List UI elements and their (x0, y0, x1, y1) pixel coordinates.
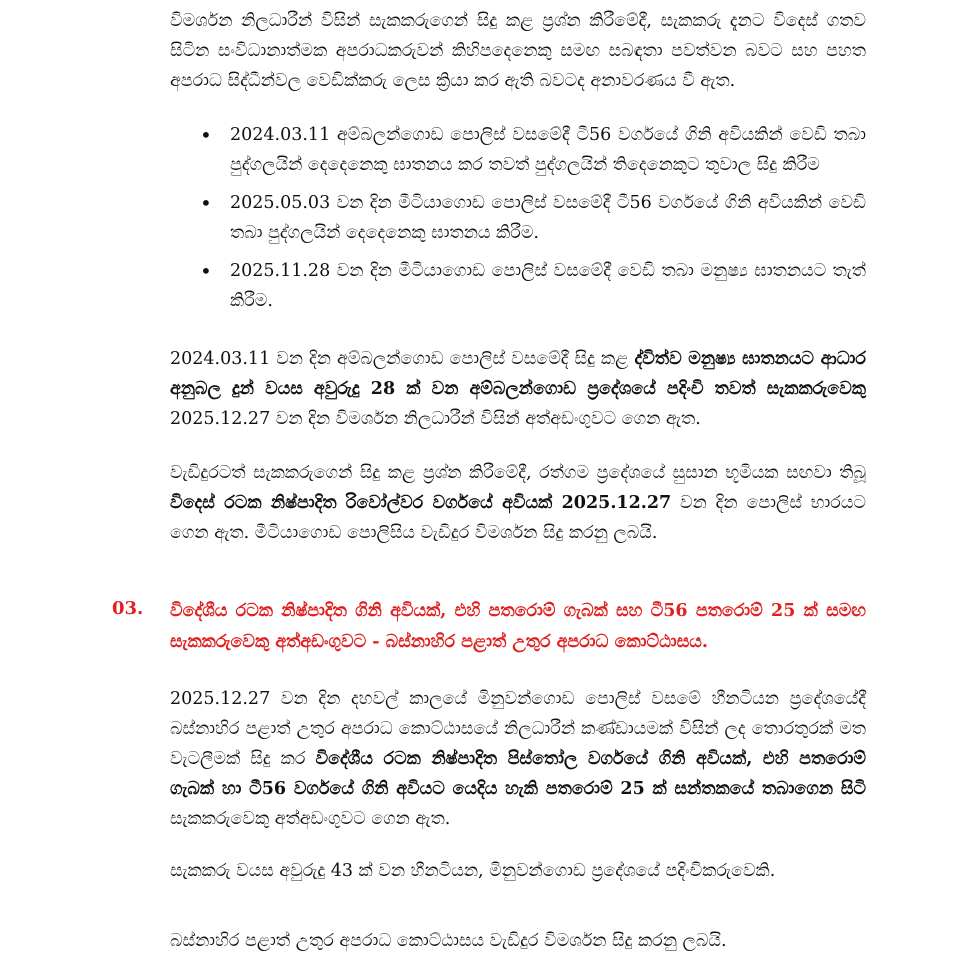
arrest-paragraph (170, 344, 866, 434)
list-item: • 2025.11.28 වන දින මීටියාගොඩ පොලිස් වසමේදී වෙඩි තබා මනුෂ්‍ය ඝාතනයට තැත් කිරීම. (200, 256, 866, 316)
suspect-paragraph: සැකකරු වයස අවුරුදු 43 ක් වන හීනටියන, මිනුවන්ගොඩ ප්‍රදේශයේ පදිංචිකරුවෙකි. (170, 861, 776, 881)
detail-text-2: සැකකරුවෙකු අත්අඩංගුවට ගෙන ඇත. (170, 809, 451, 829)
list-item: • 2025.05.03 වන දින මීටියාගොඩ පොලිස් වසමේදී ටී56 වර්ගයේ ගිනි අවියකින් වෙඩි තබා පුද්ගලයින් දෙදෙනෙකු ඝාතනය කිරීම. (200, 188, 866, 248)
detail-paragraph (170, 684, 866, 834)
section-title: විදේශීය රටක නිෂ්පාදිත ගිනි අවියක්, එහි පතරොම් ගැබක් සහ ටී56 පතරොම් 25 ක් සමඟ සැකකරුවෙකු අත්අඩංගුවට - බස්නාහිර පළාත් උතුර අපරාධ කොට්ඨාසය. (170, 601, 866, 652)
arrest-text-2: 2025.12.27 වන දින විමර්ශන නිලධාරීන් විසින් අත්අඩංගුවට ගෙන ඇත. (170, 409, 701, 429)
incident-list (200, 120, 866, 316)
weapon-text-1: වැඩිදුරටත් සැකකරුගෙන් සිදු කළ ප්‍රශ්න කිරීමේදී, රත්ගම ප්‍රදේශයේ සුසාන භූමියක සඟවා තිබූ (170, 463, 866, 483)
closing-paragraph: බස්නාහිර පළාත් උතුර අපරාධ කොට්ඨාසය වැඩිදුර විමර්ශන සිදු කරනු ලබයි. (170, 931, 727, 951)
arrest-bold-text: ද්විත්ව මනුෂ්‍ය ඝාතනයට ආධාර අනුබල දුන් වයස අවුරුදු 28 ක් වන අම්බලන්ගොඩ ප්‍රදේශයේ පදිංචි තවත් සැකකරුවෙකු (170, 349, 866, 399)
detail-text-1: 2025.12.27 වන දින දහවල් කාලයේ මිනුවන්ගොඩ පොලිස් වසමේ හීනටියන ප්‍රදේශයේදී බස්නාහිර පළාත් උතුර අපරාධ කොට්ඨාසයේ නිලධාරීන් කණ්ඩායමක් විසින් ලද තොරතුරක් මත වැටලීමක් සිදු කර (170, 689, 866, 769)
weapon-text-2: වන දින පොලිස් භාරයට ගෙන ඇත. මීටියාගොඩ පොලිසිය වැඩිදුර විමර්ශන සිදු කරනු ලබයි. (170, 493, 866, 543)
detail-bold-text: විදේශීය රටක නිෂ්පාදිත පිස්තෝල වර්ගයේ ගිනි අවියක්, එහි පතරොම් ගැබක් හා ටී56 වර්ගයේ ගිනි අවියට යෙදිය හැකි පතරොම් 25 ක් සන්තකයේ තබාගෙන සිටි (170, 749, 866, 799)
list-item: • 2024.03.11 අම්බලන්ගොඩ පොලිස් වසමේදී ටී56 වර්ගයේ ගිනි අවියකින් වෙඩි තබා පුද්ගලයින් දෙදෙනෙකු ඝාතනය කර තවත් පුද්ගලයින් තිදෙනෙකුට තුවාල සිදු කිරීම (200, 120, 866, 180)
weapon-paragraph (170, 458, 866, 548)
intro-paragraph: විමර්ශන නිලධාරීන් විසින් සැකකරුගෙන් සිදු කළ ප්‍රශ්න කිරීමේදී, සැකකරු දැනට විදෙස් ගතව සිටින සංවිධානාත්මක අපරාධකරුවන් කිහිපදෙනෙකු සමඟ සබඳතා පවත්වන බවට සහ පහත අපරාධ සිද්ධීන්වල වෙඩික්කරු ලෙස ක්‍රියා කර ඇති බවටද අනාවරණය වී ඇත. (170, 11, 866, 91)
section-number: 03. (112, 598, 144, 619)
arrest-text-1: 2024.03.11 වන දින අම්බලන්ගොඩ පොලිස් වසමේදී සිදු කළ (170, 349, 635, 369)
weapon-bold-text: විදෙස් රටක නිෂ්පාදිත රිවෝල්වර වර්ගයේ අවියක් 2025.12.27 (170, 493, 672, 513)
